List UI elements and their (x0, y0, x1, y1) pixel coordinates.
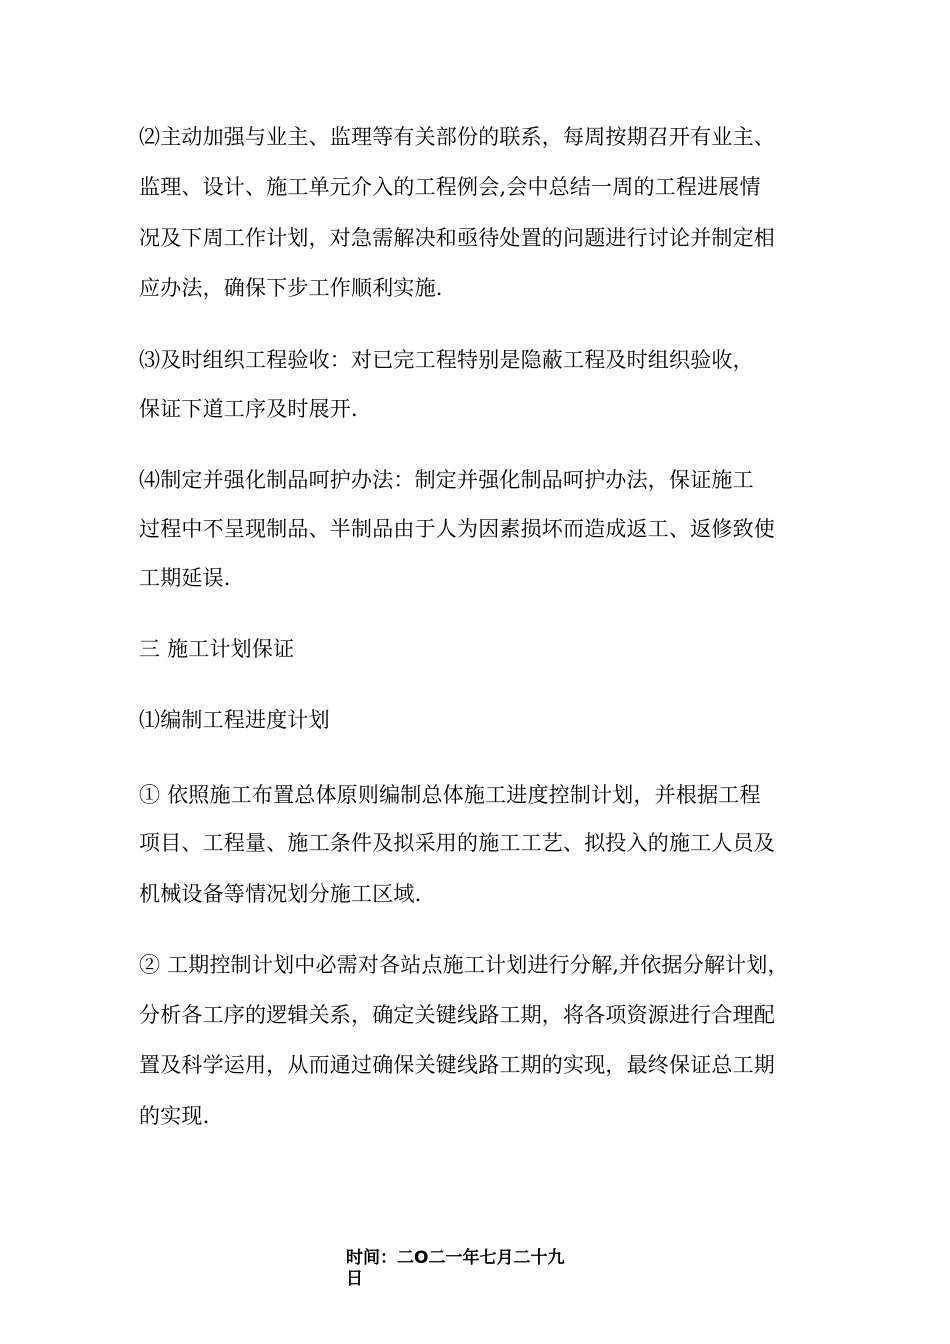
text-line: 监理、设计、施工单元介入的工程例会,会中总结一周的工程进展情 (139, 175, 761, 199)
text-line: ⑵主动加强与业主、监理等有关部份的联系，每周按期召开有业主、 (139, 125, 775, 149)
text-line: 置及科学运用，从而通过确保关键线路工期的实现，最终保证总工期 (139, 1053, 775, 1077)
text-line: 保证下道工序及时展开. (139, 397, 358, 421)
text-line: 况及下周工作计划，对急需解决和亟待处置的问题进行讨论并制定相 (139, 226, 775, 250)
text-line: ⑴编制工程进度计划 (139, 708, 330, 732)
text-line: ⑷制定并强化制品呵护办法：制定并强化制品呵护办法，保证施工 (139, 468, 754, 492)
text-line: 机械设备等情况划分施工区域. (139, 882, 422, 906)
footer-date-line: 日 (346, 1269, 363, 1289)
text-line: 工期延误. (139, 566, 231, 590)
footer-date-line: 时间：二O二一年七月二十九 (346, 1248, 565, 1268)
text-line: 项目、工程量、施工条件及拟采用的施工工艺、拟投入的施工人员及 (139, 831, 775, 855)
text-line: 的实现. (139, 1104, 210, 1128)
text-line: 过程中不呈现制品、半制品由于人为因素损坏而造成返工、返修致使 (139, 517, 775, 541)
text-line: 应办法，确保下步工作顺利实施. (139, 276, 443, 300)
text-line: ⑶及时组织工程验收：对已完工程特别是隐蔽工程及时组织验收， (139, 348, 754, 372)
text-line: ② 工期控制计划中必需对各站点施工计划进行分解,并依据分解计划， (139, 953, 789, 977)
text-line: 三 施工计划保证 (139, 637, 295, 661)
text-line: 分析各工序的逻辑关系，确定关键线路工期，将各项资源进行合理配 (139, 1003, 775, 1027)
text-line: ① 依照施工布置总体原则编制总体施工进度控制计划，并根据工程 (139, 783, 761, 807)
